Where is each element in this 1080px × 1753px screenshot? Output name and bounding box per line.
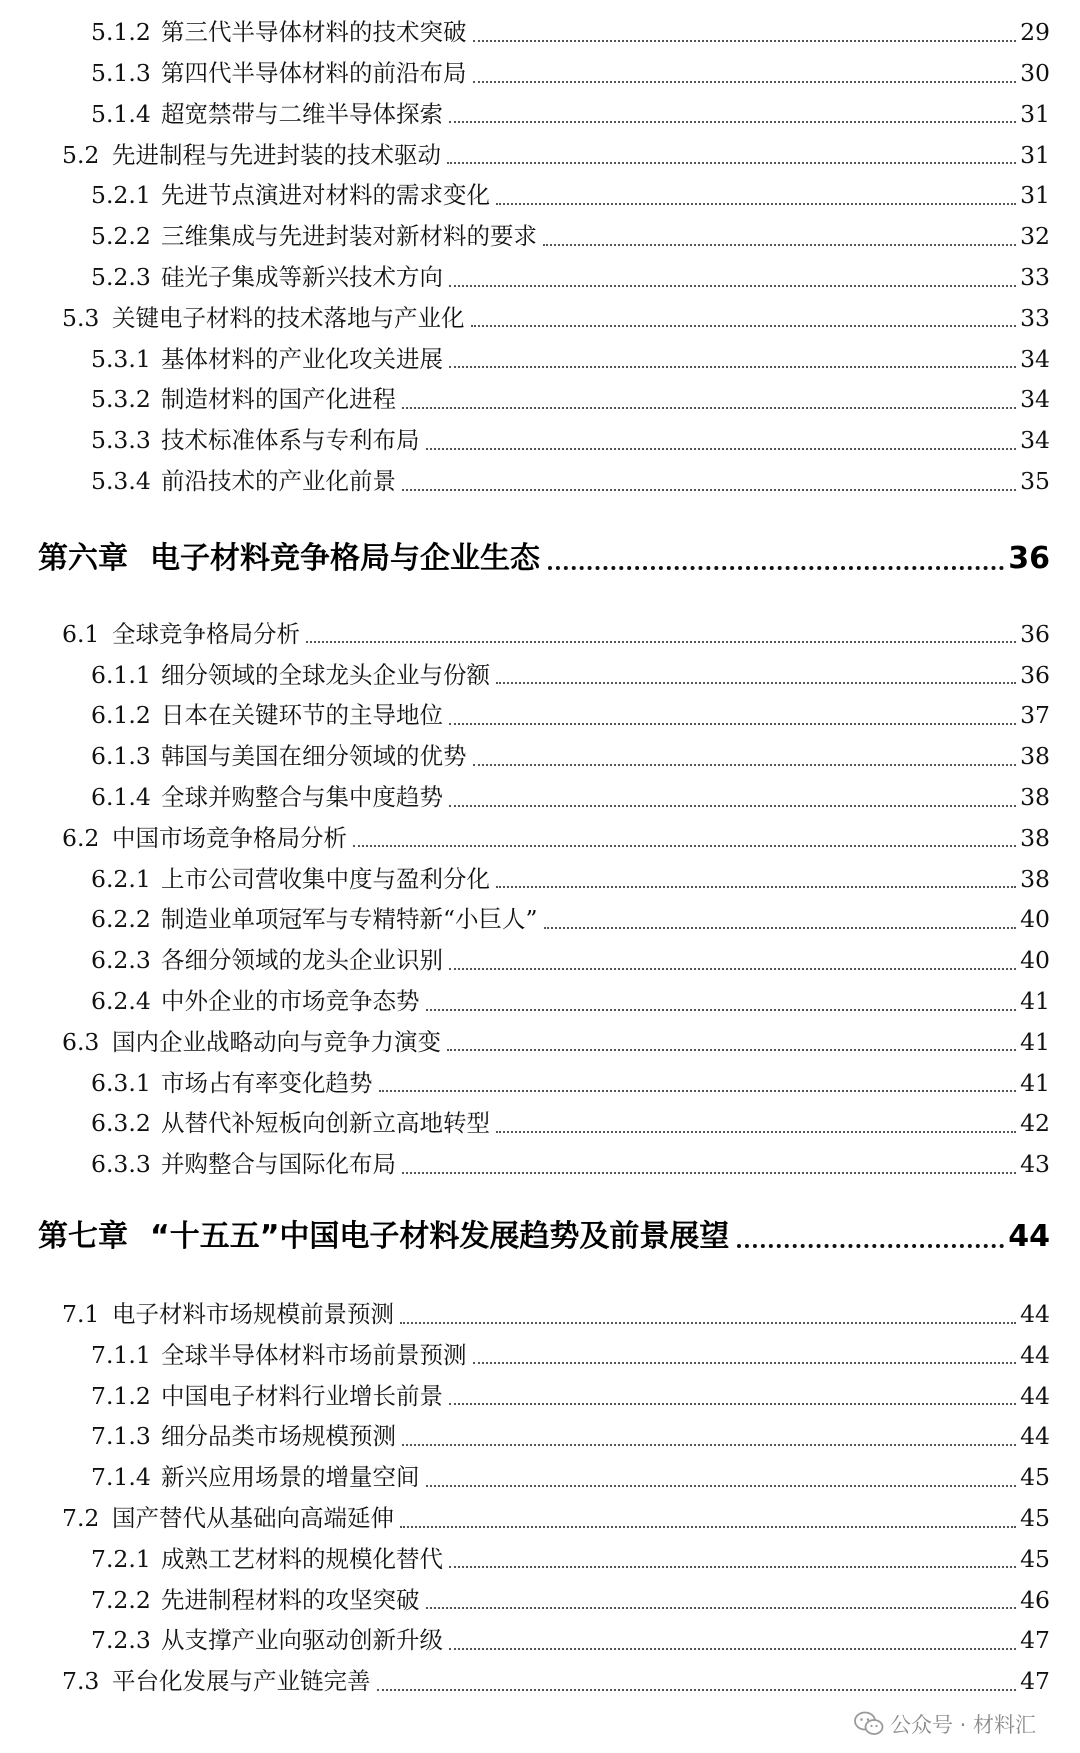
- dot-leader: [544, 927, 1017, 929]
- dot-leader: [473, 1362, 1017, 1364]
- entry-title: 电子材料市场规模前景预测: [112, 1300, 394, 1329]
- toc-section-6: [0, 612, 1080, 1183]
- entry-number: 6.2.4: [91, 987, 151, 1016]
- toc-entry[interactable]: [0, 1292, 1080, 1333]
- dot-leader: [449, 1403, 1016, 1405]
- dot-leader: [473, 764, 1017, 766]
- entry-page-number: 34: [1020, 344, 1050, 373]
- entry-number: 6.3.3: [91, 1150, 151, 1179]
- toc-entry[interactable]: [0, 856, 1080, 897]
- entry-title: 全球竞争格局分析: [112, 619, 300, 648]
- dot-leader: [449, 366, 1016, 368]
- entry-page-number: 44: [1020, 1340, 1050, 1369]
- dot-leader: [496, 886, 1016, 888]
- toc-entry[interactable]: [0, 1101, 1080, 1142]
- toc-entry[interactable]: [0, 336, 1080, 377]
- entry-number: 6.2: [62, 823, 100, 852]
- dot-leader: [402, 407, 1016, 409]
- entry-page-number: 41: [1020, 1027, 1050, 1056]
- entry-number: 7.3: [62, 1667, 100, 1696]
- entry-number: 7.2.1: [91, 1544, 151, 1573]
- entry-title: 超宽禁带与二维半导体探索: [161, 99, 443, 128]
- entry-number: 7.2.2: [91, 1585, 151, 1614]
- table-of-contents: [0, 10, 1080, 1700]
- watermark-text: 公众号 · 材料汇: [889, 1713, 1036, 1737]
- entry-page-number: 30: [1020, 59, 1050, 88]
- entry-number: 6.3: [62, 1027, 100, 1056]
- entry-page-number: 45: [1020, 1504, 1050, 1532]
- entry-title: 细分品类市场规模预测: [161, 1422, 396, 1451]
- entry-page-number: 47: [1020, 1667, 1050, 1696]
- entry-page-number: 45: [1020, 1544, 1050, 1573]
- toc-section-5: [0, 10, 1080, 500]
- chapter-6-heading[interactable]: [0, 500, 1080, 602]
- entry-title: 并购整合与国际化布局: [161, 1150, 396, 1179]
- entry-title: 关键电子材料的技术落地与产业化: [112, 303, 465, 332]
- entry-title: 韩国与美国在细分领域的优势: [161, 742, 467, 771]
- dot-leader: [447, 162, 1016, 164]
- toc-entry[interactable]: [0, 1142, 1080, 1183]
- entry-page-number: 31: [1020, 140, 1050, 169]
- dot-leader: [402, 1172, 1016, 1174]
- entry-title: 先进制程材料的攻坚突破: [161, 1585, 420, 1614]
- entry-page-number: 34: [1020, 426, 1050, 455]
- dot-leader: [426, 1485, 1017, 1487]
- toc-entry[interactable]: [0, 1577, 1080, 1618]
- entry-number: 5.3.4: [91, 467, 151, 496]
- entry-page-number: 38: [1020, 823, 1050, 852]
- entry-title: 先进节点演进对材料的需求变化: [161, 181, 490, 210]
- entry-number: 7.2.3: [91, 1626, 151, 1655]
- entry-number: 5.1.2: [91, 18, 151, 47]
- dot-leader: [543, 244, 1016, 246]
- entry-number: 6.1.4: [91, 783, 151, 812]
- toc-entry[interactable]: [0, 214, 1080, 255]
- entry-number: 5.2.1: [91, 181, 151, 210]
- chapter-7-heading[interactable]: [0, 1183, 1080, 1280]
- dot-leader: [471, 325, 1017, 327]
- entry-page-number: 45: [1020, 1463, 1050, 1492]
- dot-leader: [449, 285, 1016, 287]
- dot-leader: [379, 1090, 1017, 1092]
- toc-entry[interactable]: [0, 897, 1080, 938]
- chapter-number: 第六章: [38, 540, 128, 576]
- entry-title: 三维集成与先进封装对新材料的要求: [161, 222, 537, 251]
- dot-leader: [473, 40, 1017, 42]
- toc-entry[interactable]: [0, 51, 1080, 92]
- toc-entry[interactable]: [0, 652, 1080, 693]
- entry-page-number: 35: [1020, 467, 1050, 496]
- entry-number: 7.1.3: [91, 1422, 151, 1451]
- entry-title: 硅光子集成等新兴技术方向: [161, 263, 443, 292]
- entry-page-number: 29: [1020, 18, 1050, 47]
- entry-title: 基体材料的产业化攻关进展: [161, 344, 443, 373]
- entry-title: 制造业单项冠军与专精特新“小巨人”: [161, 905, 538, 934]
- entry-title: 中国电子材料行业增长前景: [161, 1381, 443, 1410]
- entry-page-number: 43: [1020, 1150, 1050, 1179]
- dot-leader: [496, 682, 1016, 684]
- entry-number: 5.2: [62, 140, 100, 169]
- toc-entry[interactable]: [0, 612, 1080, 653]
- entry-title: 中国市场竞争格局分析: [112, 823, 347, 852]
- toc-entry[interactable]: [0, 1537, 1080, 1578]
- entry-page-number: 37: [1020, 701, 1050, 730]
- toc-entry[interactable]: [0, 418, 1080, 459]
- entry-page-number: 31: [1020, 181, 1050, 210]
- entry-number: 7.1.1: [91, 1340, 151, 1369]
- dot-leader: [447, 1049, 1016, 1051]
- entry-title: 前沿技术的产业化前景: [161, 467, 396, 496]
- wechat-icon: [854, 1711, 884, 1737]
- entry-title: 先进制程与先进封装的技术驱动: [112, 140, 441, 169]
- entry-number: 6.2.3: [91, 946, 151, 975]
- entry-title: 细分领域的全球龙头企业与份额: [161, 660, 490, 689]
- entry-title: 第三代半导体材料的技术突破: [161, 18, 467, 47]
- entry-page-number: 44: [1020, 1381, 1050, 1410]
- entry-page-number: 36: [1020, 619, 1050, 648]
- toc-entry[interactable]: [0, 1414, 1080, 1455]
- entry-number: 6.1.1: [91, 660, 151, 689]
- dot-leader: [426, 448, 1017, 450]
- toc-entry[interactable]: [0, 377, 1080, 418]
- dot-leader: [737, 1244, 1004, 1248]
- entry-number: 6.1.2: [91, 701, 151, 730]
- dot-leader: [473, 81, 1017, 83]
- entry-title: 技术标准体系与专利布局: [161, 426, 420, 455]
- toc-entry[interactable]: [0, 1455, 1080, 1496]
- entry-number: 5.3: [62, 303, 100, 332]
- entry-page-number: 36: [1020, 660, 1050, 689]
- dot-leader: [377, 1689, 1017, 1691]
- dot-leader: [496, 1131, 1016, 1133]
- dot-leader: [402, 1444, 1016, 1446]
- entry-number: 6.1.3: [91, 742, 151, 771]
- entry-number: 5.3.1: [91, 344, 151, 373]
- entry-page-number: 46: [1020, 1585, 1050, 1614]
- dot-leader: [496, 203, 1016, 205]
- entry-page-number: 41: [1020, 987, 1050, 1016]
- entry-page-number: 31: [1020, 99, 1050, 128]
- entry-title: 全球并购整合与集中度趋势: [161, 783, 443, 812]
- entry-page-number: 33: [1020, 303, 1050, 332]
- dot-leader: [449, 121, 1016, 123]
- entry-page-number: 38: [1020, 783, 1050, 812]
- entry-page-number: 47: [1020, 1626, 1050, 1655]
- toc-entry[interactable]: [0, 1496, 1080, 1537]
- dot-leader: [306, 641, 1016, 643]
- entry-page-number: 34: [1020, 385, 1050, 414]
- toc-entry[interactable]: [0, 92, 1080, 133]
- entry-number: 7.1.4: [91, 1463, 151, 1492]
- entry-page-number: 40: [1020, 946, 1050, 975]
- toc-entry[interactable]: [0, 255, 1080, 296]
- toc-entry[interactable]: [0, 173, 1080, 214]
- entry-page-number: 41: [1020, 1068, 1050, 1097]
- toc-entry[interactable]: [0, 1333, 1080, 1374]
- toc-entry[interactable]: [0, 296, 1080, 337]
- entry-page-number: 33: [1020, 263, 1050, 292]
- entry-title: 国产替代从基础向高端延伸: [112, 1504, 394, 1532]
- entry-title: 从支撑产业向驱动创新升级: [161, 1626, 443, 1655]
- chapter-title: 电子材料竞争格局与企业生态: [150, 540, 540, 576]
- entry-title: 从替代补短板向创新立高地转型: [161, 1109, 490, 1138]
- dot-leader: [400, 1526, 1016, 1528]
- dot-leader: [449, 1566, 1016, 1568]
- entry-number: 5.2.3: [91, 263, 151, 292]
- entry-page-number: 44: [1020, 1422, 1050, 1451]
- dot-leader: [426, 1009, 1017, 1011]
- entry-title: 成熟工艺材料的规模化替代: [161, 1544, 443, 1573]
- dot-leader: [548, 566, 1004, 570]
- entry-number: 7.2: [62, 1504, 100, 1532]
- entry-number: 6.2.1: [91, 864, 151, 893]
- entry-page-number: 32: [1020, 222, 1050, 251]
- dot-leader: [402, 489, 1016, 491]
- toc-entry[interactable]: [0, 693, 1080, 734]
- entry-page-number: 38: [1020, 864, 1050, 893]
- dot-leader: [426, 1607, 1017, 1609]
- entry-title: 日本在关键环节的主导地位: [161, 701, 443, 730]
- entry-number: 7.1.2: [91, 1381, 151, 1410]
- entry-page-number: 44: [1020, 1300, 1050, 1329]
- toc-entry[interactable]: [0, 10, 1080, 51]
- chapter-page-number: 44: [1008, 1218, 1050, 1254]
- entry-number: 6.1: [62, 619, 100, 648]
- entry-number: 6.2.2: [91, 905, 151, 934]
- entry-number: 5.3.2: [91, 385, 151, 414]
- dot-leader: [449, 968, 1016, 970]
- toc-entry[interactable]: [0, 1618, 1080, 1659]
- dot-leader: [400, 1322, 1016, 1324]
- watermark: [854, 1709, 1036, 1739]
- entry-page-number: 40: [1020, 905, 1050, 934]
- toc-entry[interactable]: [0, 979, 1080, 1020]
- toc-entry[interactable]: [0, 459, 1080, 500]
- toc-entry[interactable]: [0, 816, 1080, 857]
- entry-number: 6.3.2: [91, 1109, 151, 1138]
- entry-title: 第四代半导体材料的前沿布局: [161, 59, 467, 88]
- toc-entry[interactable]: [0, 938, 1080, 979]
- entry-title: 中外企业的市场竞争态势: [161, 987, 420, 1016]
- entry-title: 制造材料的国产化进程: [161, 385, 396, 414]
- toc-entry[interactable]: [0, 1659, 1080, 1700]
- entry-title: 国内企业战略动向与竞争力演变: [112, 1027, 441, 1056]
- entry-title: 平台化发展与产业链完善: [112, 1667, 371, 1696]
- toc-entry[interactable]: [0, 734, 1080, 775]
- toc-entry[interactable]: [0, 1020, 1080, 1061]
- toc-entry[interactable]: [0, 1373, 1080, 1414]
- chapter-title: “十五五”中国电子材料发展趋势及前景展望: [150, 1218, 730, 1254]
- entry-number: 5.3.3: [91, 426, 151, 455]
- entry-title: 各细分领域的龙头企业识别: [161, 946, 443, 975]
- entry-number: 5.2.2: [91, 222, 151, 251]
- toc-entry[interactable]: [0, 775, 1080, 816]
- toc-section-7: [0, 1292, 1080, 1700]
- entry-number: 6.3.1: [91, 1068, 151, 1097]
- entry-title: 新兴应用场景的增量空间: [161, 1463, 420, 1492]
- toc-entry[interactable]: [0, 1060, 1080, 1101]
- entry-number: 5.1.3: [91, 59, 151, 88]
- entry-title: 市场占有率变化趋势: [161, 1068, 373, 1097]
- entry-title: 上市公司营收集中度与盈利分化: [161, 864, 490, 893]
- chapter-number: 第七章: [38, 1218, 128, 1254]
- dot-leader: [449, 1648, 1016, 1650]
- entry-number: 7.1: [62, 1300, 100, 1329]
- dot-leader: [449, 805, 1016, 807]
- entry-page-number: 42: [1020, 1109, 1050, 1138]
- entry-title: 全球半导体材料市场前景预测: [161, 1340, 467, 1369]
- dot-leader: [449, 723, 1016, 725]
- dot-leader: [353, 845, 1016, 847]
- toc-entry[interactable]: [0, 132, 1080, 173]
- entry-page-number: 38: [1020, 742, 1050, 771]
- chapter-page-number: 36: [1008, 540, 1050, 576]
- entry-number: 5.1.4: [91, 99, 151, 128]
